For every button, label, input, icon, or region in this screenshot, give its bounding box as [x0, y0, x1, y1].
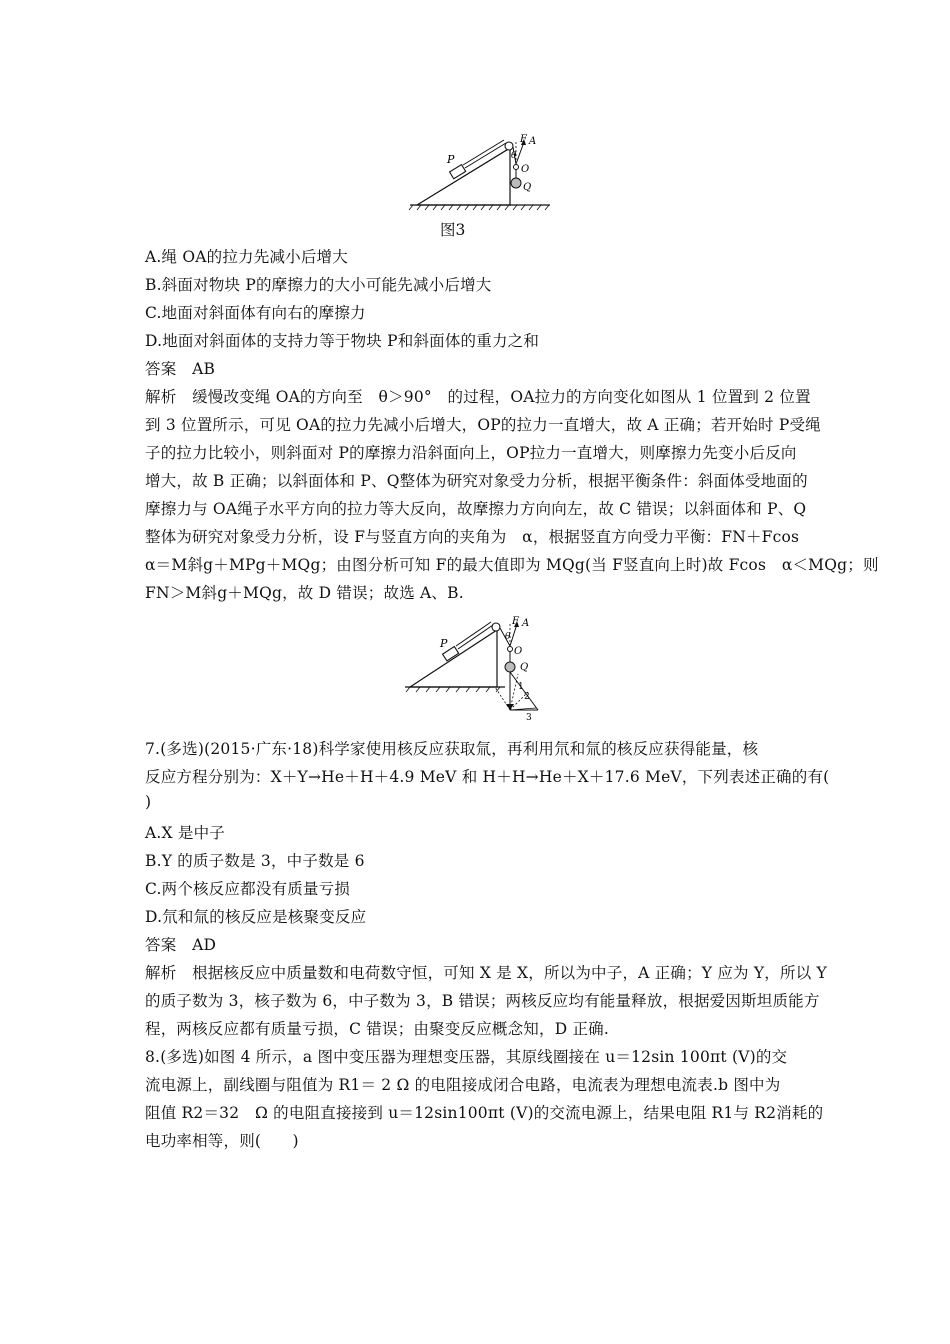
q6-analysis-line: 增大，故 B 正确；以斜面体和 P、Q整体为研究对象受力分析，根据平衡条件：斜面体受地面的: [145, 472, 808, 490]
fig3-label-theta: θ: [511, 151, 517, 161]
q7-stem-line: 反应方程分别为：X＋Y→He＋H＋4.9 MeV 和 H＋H→He＋X＋17.6 MeV，下列表述正确的有(: [145, 768, 830, 786]
q6-analysis-line: 整体为研究对象受力分析，设 F与竖直方向的夹角为 α，根据竖直方向受力平衡：FN＋Fcos: [145, 528, 800, 546]
q6-analysis-line: 解析 缓慢改变绳 OA的方向至 θ＞90° 的过程，OA拉力的方向变化如图从 1 位置到 2 位置: [145, 388, 811, 406]
q7-analysis-line: 程，两核反应都有质量亏损，C 错误；由聚变反应概念知，D 正确.: [145, 1020, 609, 1038]
q7-analysis-line: 解析 根据核反应中质量数和电荷数守恒，可知 X 是 X，所以为中子，A 正确；Y 应为 Y，所以 Y: [145, 964, 827, 982]
q8-stem-line: 8.(多选)如图 4 所示，a 图中变压器为理想变压器，其原线圈接在 u＝12sin 100πt (V)的交: [145, 1048, 788, 1066]
q7-analysis-line: 的质子数为 3，核子数为 6，中子数为 3，B 错误；两核反应均有能量释放，根据爱因斯坦质能方: [145, 992, 820, 1010]
analysis-label-2: 2: [524, 692, 530, 702]
q8-stem-line: 阻值 R2＝32 Ω 的电阻直接接到 u＝12sin100πt (V)的交流电源上，结果电阻 R1与 R2消耗的: [145, 1104, 824, 1122]
figure-3-caption: 图3: [440, 221, 466, 239]
q6-analysis-line: FN＞M斜g＋MQg，故 D 错误；故选 A、B.: [145, 584, 464, 602]
q7-option-c: C.两个核反应都没有质量亏损: [145, 880, 351, 898]
analysis-label-o: O: [514, 646, 523, 657]
q6-analysis-line: 子的拉力比较小，则斜面对 P的摩擦力沿斜面向上，OP拉力一直增大，则摩擦力先变小后反向: [145, 444, 797, 462]
q6-option-d: D.地面对斜面体的支持力等于物块 P和斜面体的重力之和: [145, 332, 540, 350]
analysis-label-p: P: [440, 637, 448, 650]
analysis-label-q: Q: [520, 662, 529, 673]
q7-option-d: D.氘和氚的核反应是核聚变反应: [145, 908, 367, 926]
analysis-force-diagram: [400, 612, 560, 722]
fig3-label-o: O: [521, 164, 530, 175]
fig3-label-f: F: [520, 134, 527, 145]
fig3-label-p: P: [447, 153, 455, 166]
analysis-label-1: 1: [518, 682, 524, 692]
figure-3-diagram: [405, 130, 555, 212]
q6-option-b: B.斜面对物块 P的摩擦力的大小可能先减小后增大: [145, 276, 492, 294]
fig3-label-a: A: [529, 136, 537, 147]
q8-stem-line: 电功率相等，则( ): [145, 1132, 299, 1150]
analysis-label-theta: θ: [505, 632, 511, 642]
analysis-label-3: 3: [526, 713, 532, 722]
q7-stem-line: 7.(多选)(2015·广东·18)科学家使用核反应获取氚，再利用氘和氚的核反应获得能量，核: [145, 740, 759, 758]
q7-option-b: B.Y 的质子数是 3，中子数是 6: [145, 852, 365, 870]
analysis-label-f: F: [512, 616, 519, 627]
q7-answer: 答案 AD: [145, 936, 217, 954]
q6-option-a: A.绳 OA的拉力先减小后增大: [145, 248, 348, 266]
q6-option-c: C.地面对斜面体有向右的摩擦力: [145, 304, 366, 322]
q6-analysis-line: 摩擦力与 OA绳子水平方向的拉力等大反向，故摩擦力方向向左，故 C 错误；以斜面体和 P、Q: [145, 500, 807, 518]
fig3-label-q: Q: [523, 182, 532, 193]
analysis-label-a: A: [522, 618, 530, 629]
q7-stem-line: ): [145, 793, 152, 811]
q6-analysis-line: α＝M斜g＋MPg＋MQg；由图分析可知 F的最大值即为 MQg(当 F竖直向上时)故 Fcos α＜MQg；则: [145, 556, 879, 574]
q6-analysis-line: 到 3 位置所示，可见 OA的拉力先减小后增大，OP的拉力一直增大，故 A 正确；若开始时 P受绳: [145, 416, 821, 434]
q6-answer: 答案 AB: [145, 360, 216, 378]
q8-stem-line: 流电源上，副线圈与阻值为 R1＝ 2 Ω 的电阻接成闭合电路，电流表为理想电流表.b 图中为: [145, 1076, 781, 1094]
q7-option-a: A.X 是中子: [145, 824, 225, 842]
